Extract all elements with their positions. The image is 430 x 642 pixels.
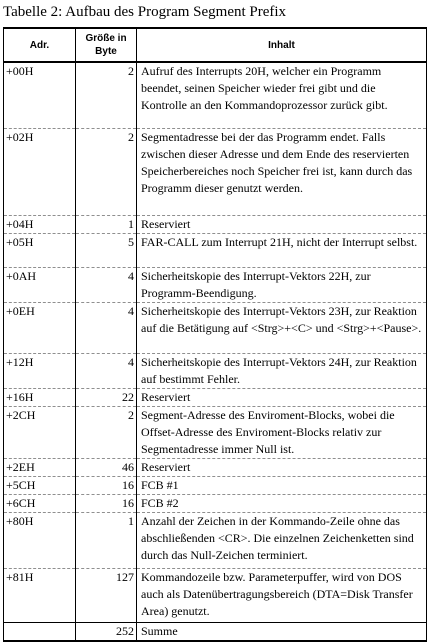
cell-address: +05H xyxy=(4,234,76,268)
table-row xyxy=(4,459,427,477)
cell-size: 16 xyxy=(76,495,137,513)
table-row xyxy=(4,477,427,495)
sum-size: 252 xyxy=(76,623,137,642)
cell-address: +80H xyxy=(4,513,76,569)
header-address: Adr. xyxy=(4,28,76,62)
cell-size: 4 xyxy=(76,268,137,303)
cell-address: +02H xyxy=(4,129,76,216)
cell-size: 5 xyxy=(76,234,137,268)
header-size: Größe in Byte xyxy=(76,28,137,62)
table-row xyxy=(4,389,427,407)
cell-address: +81H xyxy=(4,569,76,623)
table-row xyxy=(4,354,427,389)
cell-content: Aufruf des Interrupts 20H, welcher ein Programm beendet, seinen Speicher wieder frei gibt und die Kontrolle an den Kommandoprozessor zurück gibt. xyxy=(137,62,427,129)
sum-label: Summe xyxy=(137,623,427,642)
sum-address xyxy=(4,623,76,642)
cell-address: +00H xyxy=(4,62,76,129)
table-row xyxy=(4,216,427,234)
cell-size: 4 xyxy=(76,303,137,354)
cell-size: 2 xyxy=(76,62,137,129)
cell-content: FCB #2 xyxy=(137,495,427,513)
table-row xyxy=(4,407,427,459)
cell-size: 1 xyxy=(76,216,137,234)
table-row xyxy=(4,129,427,216)
cell-content: Sicherheitskopie des Interrupt-Vektors 22H, zur Programm-Beendigung. xyxy=(137,268,427,303)
cell-size: 2 xyxy=(76,129,137,216)
cell-content: Reserviert xyxy=(137,389,427,407)
cell-size: 1 xyxy=(76,513,137,569)
cell-content: Reserviert xyxy=(137,459,427,477)
table-caption: Tabelle 2: Aufbau des Program Segment Prefix xyxy=(3,4,287,20)
table-row xyxy=(4,495,427,513)
cell-address: +04H xyxy=(4,216,76,234)
table-row xyxy=(4,268,427,303)
cell-address: +6CH xyxy=(4,495,76,513)
cell-size: 22 xyxy=(76,389,137,407)
table-header-row xyxy=(4,28,427,62)
cell-content: Sicherheitskopie des Interrupt-Vektors 23H, zur Reaktion auf die Betätigung auf <Strg>+<C> und <Strg>+<Pause>. xyxy=(137,303,427,354)
cell-address: +2CH xyxy=(4,407,76,459)
cell-content: Anzahl der Zeichen in der Kommando-Zeile ohne das abschließenden <CR>. Die einzelnen Zeichenketten sind durch das Null-Zeichen terminiert. xyxy=(137,513,427,569)
table-sum-row xyxy=(4,623,427,642)
cell-content: Sicherheitskopie des Interrupt-Vektors 24H, zur Reaktion auf bestimmt Fehler. xyxy=(137,354,427,389)
table-row xyxy=(4,569,427,623)
cell-address: +0EH xyxy=(4,303,76,354)
cell-size: 46 xyxy=(76,459,137,477)
cell-address: +5CH xyxy=(4,477,76,495)
cell-content: FCB #1 xyxy=(137,477,427,495)
table-row xyxy=(4,234,427,268)
header-content: Inhalt xyxy=(137,28,427,62)
cell-size: 127 xyxy=(76,569,137,623)
table-row xyxy=(4,303,427,354)
cell-size: 4 xyxy=(76,354,137,389)
cell-address: +0AH xyxy=(4,268,76,303)
cell-content: Kommandozeile bzw. Parameterpuffer, wird von DOS auch als Datenübertragungsbereich (DTA=Disk Transfer Area) genutzt. xyxy=(137,569,427,623)
table-row xyxy=(4,62,427,129)
cell-content: Segment-Adresse des Enviroment-Blocks, wobei die Offset-Adresse des Enviroment-Blocks relativ zur Segmentadresse immer Null ist. xyxy=(137,407,427,459)
cell-address: +12H xyxy=(4,354,76,389)
cell-size: 16 xyxy=(76,477,137,495)
cell-address: +2EH xyxy=(4,459,76,477)
cell-content: Segmentadresse bei der das Programm endet. Falls zwischen dieser Adresse und dem Ende des reservierten Speicherbereiches noch Speicher frei ist, kann durch das Programm dieser genutzt werden. xyxy=(137,129,427,216)
cell-size: 2 xyxy=(76,407,137,459)
cell-content: Reserviert xyxy=(137,216,427,234)
table-row xyxy=(4,513,427,569)
psp-structure-table xyxy=(3,27,427,642)
cell-content: FAR-CALL zum Interrupt 21H, nicht der Interrupt selbst. xyxy=(137,234,427,268)
cell-address: +16H xyxy=(4,389,76,407)
